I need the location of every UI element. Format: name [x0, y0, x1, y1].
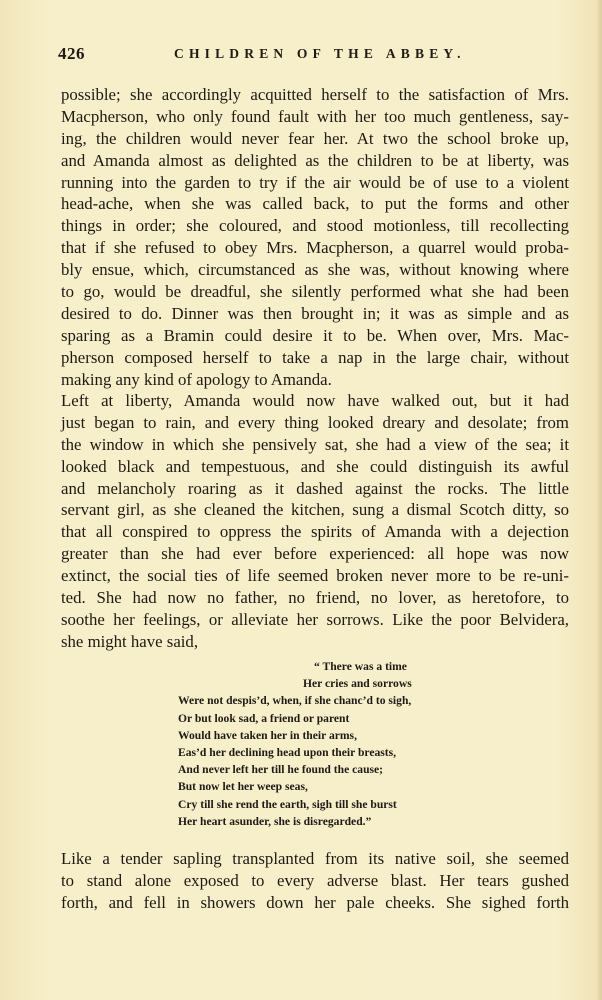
text-line: sparing as a Bramin could desire it to be. When over, Mrs. Mac- — [61, 325, 569, 345]
poem-line: Her heart asunder, she is disregarded.” — [178, 814, 372, 828]
text-line: to stand alone exposed to every adverse blast. Her tears gushed — [61, 870, 569, 890]
page-number: 426 — [58, 44, 85, 63]
running-title: CHILDREN OF THE ABBEY. — [174, 46, 466, 61]
text-line: and melancholy roaring as it dashed against the rocks. The little — [61, 478, 569, 498]
text-line: making any kind of apology to Amanda. — [61, 369, 332, 389]
text-line: just began to rain, and every thing looked dreary and desolate; from — [61, 412, 569, 432]
text-line: Macpherson, who only found fault with her too much gentleness, say- — [61, 106, 569, 126]
page-header — [58, 44, 558, 66]
poem-line: Or but look sad, a friend or parent — [178, 711, 350, 725]
text-line: that if she refused to obey Mrs. Macpherson, a quarrel would proba- — [61, 238, 569, 258]
text-line: forth, and fell in showers down her pale cheeks. She sighed forth — [61, 892, 569, 912]
text-line: to go, would be dreadful, she silently performed what she had been — [61, 282, 569, 302]
poem-line: And never left her till he found the cause; — [178, 763, 384, 777]
text-line: extinct, the social ties of life seemed broken never more to be re-uni- — [61, 566, 569, 586]
page-edge-shadow — [596, 0, 602, 1000]
text-line: bly ensue, which, circumstanced as she was, without knowing where — [61, 260, 569, 280]
text-line: she might have said, — [61, 631, 199, 651]
paragraph-2 — [61, 390, 569, 653]
poem-line: Would have taken her in their arms, — [178, 728, 357, 742]
text-line: the window in which she pensively sat, she had a view of the sea; it — [61, 434, 569, 454]
poem-line: Her cries and sorrows — [303, 677, 412, 691]
text-line: and Amanda almost as delighted as the children to be at liberty, was — [61, 150, 569, 170]
text-line: things in order; she coloured, and stood motionless, till recollecting — [61, 216, 569, 236]
text-line: greater than she had ever before experienced: all hope was now — [61, 544, 569, 564]
text-line: running into the garden to try if the air would be of use to a violent — [61, 172, 569, 192]
text-line: Left at liberty, Amanda would now have walked out, but it had — [61, 391, 569, 410]
text-line: that all conspired to oppress the spirits of Amanda with a dejection — [61, 522, 569, 542]
text-line: possible; she accordingly acquitted herself to the satisfaction of Mrs. — [61, 85, 569, 104]
poem-quotation — [178, 658, 498, 830]
poem-line: “ There was a time — [314, 660, 407, 673]
text-line: ing, the children would never fear her. At two the school broke up, — [61, 128, 569, 148]
poem-line: Cry till she rend the earth, sigh till she burst — [178, 797, 397, 811]
paragraph-3 — [61, 848, 569, 914]
poem-line: Were not despis’d, when, if she chanc’d to sigh, — [178, 694, 412, 708]
text-line: pherson composed herself to take a nap in the large chair, without — [61, 347, 569, 367]
text-line: head-ache, when she was called back, to put the forms and other — [61, 194, 569, 214]
poem-line: But now let her weep seas, — [178, 780, 308, 794]
text-line: servant girl, as she cleaned the kitchen, sung a dismal Scotch ditty, so — [61, 500, 569, 520]
text-line: ted. She had now no father, no friend, no lover, as heretofore, to — [61, 588, 569, 608]
text-line: desired to do. Dinner was then brought in; it was as simple and as — [61, 303, 569, 323]
text-line: soothe her feelings, or alleviate her sorrows. Like the poor Belvidera, — [61, 609, 569, 629]
paragraph-1 — [61, 84, 569, 390]
text-line: Like a tender sapling transplanted from its native soil, she seemed — [61, 849, 569, 868]
poem-line: Eas’d her declining head upon their breasts, — [178, 745, 397, 759]
text-line: looked black and tempestuous, and she could distinguish its awful — [61, 456, 569, 476]
